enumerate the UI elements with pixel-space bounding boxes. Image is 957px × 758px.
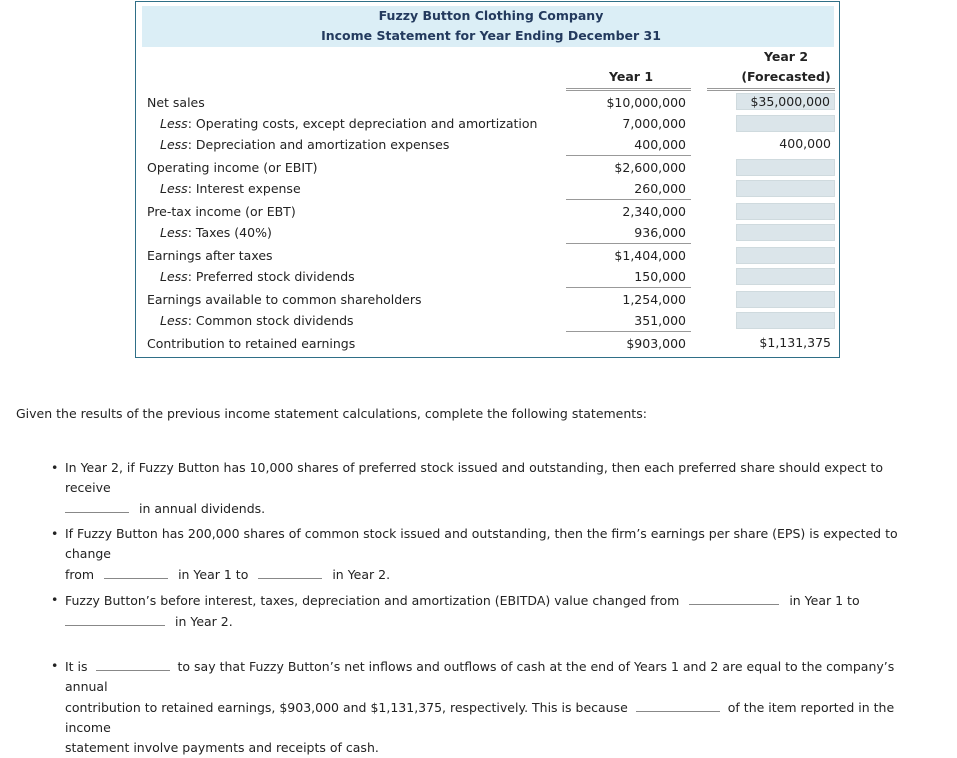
year2-ebit-input[interactable]	[736, 159, 835, 176]
company-name: Fuzzy Button Clothing Company	[378, 8, 604, 23]
correct-incorrect-blank[interactable]	[96, 656, 170, 671]
year1-operating-costs: 7,000,000	[622, 116, 686, 131]
question-ebitda-change: • Fuzzy Button’s before interest, taxes, depreciation and amortization (EBITDA) value changed from in Year 1 to in Year 2.	[51, 592, 860, 629]
bullet-dot: •	[51, 526, 59, 541]
row-label-taxes: Less: Taxes (40%)	[160, 225, 272, 240]
year2-net-sales-cell: $35,000,000	[736, 93, 835, 110]
row-label-ebt: Pre-tax income (or EBT)	[147, 204, 296, 219]
row-label-eat: Earnings after taxes	[147, 248, 273, 263]
eps-year2-blank[interactable]	[258, 564, 322, 579]
rule-ebit	[566, 155, 691, 156]
year1-ebit: $2,600,000	[614, 160, 686, 175]
year2-taxes-input[interactable]	[736, 224, 835, 241]
ebitda-year1-blank[interactable]	[689, 590, 779, 605]
year1-depreciation: 400,000	[634, 137, 686, 152]
instructions-prompt: Given the results of the previous income statement calculations, complete the following statements:	[16, 406, 647, 421]
year2-available-common-input[interactable]	[736, 291, 835, 308]
column-year1-header: Year 1	[608, 69, 654, 84]
year2-operating-costs-input[interactable]	[736, 115, 835, 132]
statement-header	[142, 6, 834, 47]
header-rule-year1	[566, 88, 691, 91]
preferred-dividend-per-share-blank[interactable]	[65, 498, 129, 513]
year1-common-dividends: 351,000	[634, 313, 686, 328]
row-label-depreciation: Less: Depreciation and amortization expenses	[160, 137, 450, 152]
year1-preferred-dividends: 150,000	[634, 269, 686, 284]
column-year2-header: Year 2	[763, 49, 809, 64]
year1-interest: 260,000	[634, 181, 686, 196]
column-year2-subheader: (Forecasted)	[741, 69, 831, 84]
rule-eat	[566, 243, 691, 244]
row-label-common-dividends: Less: Common stock dividends	[160, 313, 354, 328]
year1-net-sales: $10,000,000	[606, 95, 686, 110]
row-label-available-common: Earnings available to common shareholders	[147, 292, 422, 307]
row-label-preferred-dividends: Less: Preferred stock dividends	[160, 269, 355, 284]
year1-taxes: 936,000	[634, 225, 686, 240]
year1-ebt: 2,340,000	[622, 204, 686, 219]
statement-subtitle: Income Statement for Year Ending December 31	[321, 28, 661, 43]
row-label-retained-earnings: Contribution to retained earnings	[147, 336, 356, 351]
question-cash-flow-statement: • It is to say that Fuzzy Button’s net inflows and outflows of cash at the end of Years 1 and 2 are equal to the company’s annual contribution to retained earnings, $903,000 and $1,131,375, respectively. This is because of the item reported in the income statement involve payments and receipts of cash.	[51, 658, 895, 755]
year2-eat-input[interactable]	[736, 247, 835, 264]
rule-ebt	[566, 199, 691, 200]
year1-retained-earnings: $903,000	[626, 336, 686, 351]
bullet-dot: •	[51, 658, 59, 673]
question-eps-change: • If Fuzzy Button has 200,000 shares of common stock issued and outstanding, then the firm’s earnings per share (EPS) is expected to change from in Year 1 to in Year 2.	[51, 526, 898, 582]
year2-ebt-input[interactable]	[736, 203, 835, 220]
ebitda-year2-blank[interactable]	[65, 611, 165, 626]
year2-depreciation-cell: 400,000	[779, 136, 831, 151]
bullet-dot: •	[51, 592, 59, 607]
row-label-net-sales: Net sales	[147, 95, 205, 110]
row-label-operating-costs: Less: Operating costs, except depreciation and amortization	[160, 116, 538, 131]
year1-available-common: 1,254,000	[622, 292, 686, 307]
year2-interest-input[interactable]	[736, 180, 835, 197]
income-statement-table	[135, 1, 840, 358]
year2-preferred-dividends-input[interactable]	[736, 268, 835, 285]
row-label-interest: Less: Interest expense	[160, 181, 301, 196]
question-preferred-dividend: • In Year 2, if Fuzzy Button has 10,000 shares of preferred stock issued and outstanding, then each preferred share should expect to receive in annual dividends.	[51, 460, 884, 516]
row-label-ebit: Operating income (or EBIT)	[147, 160, 318, 175]
rule-retained	[566, 331, 691, 332]
rule-available	[566, 287, 691, 288]
reason-blank[interactable]	[636, 697, 720, 712]
bullet-dot: •	[51, 460, 59, 475]
eps-year1-blank[interactable]	[104, 564, 168, 579]
year2-common-dividends-input[interactable]	[736, 312, 835, 329]
year2-retained-earnings-cell: $1,131,375	[759, 335, 831, 350]
year1-eat: $1,404,000	[614, 248, 686, 263]
header-rule-year2	[707, 88, 835, 91]
